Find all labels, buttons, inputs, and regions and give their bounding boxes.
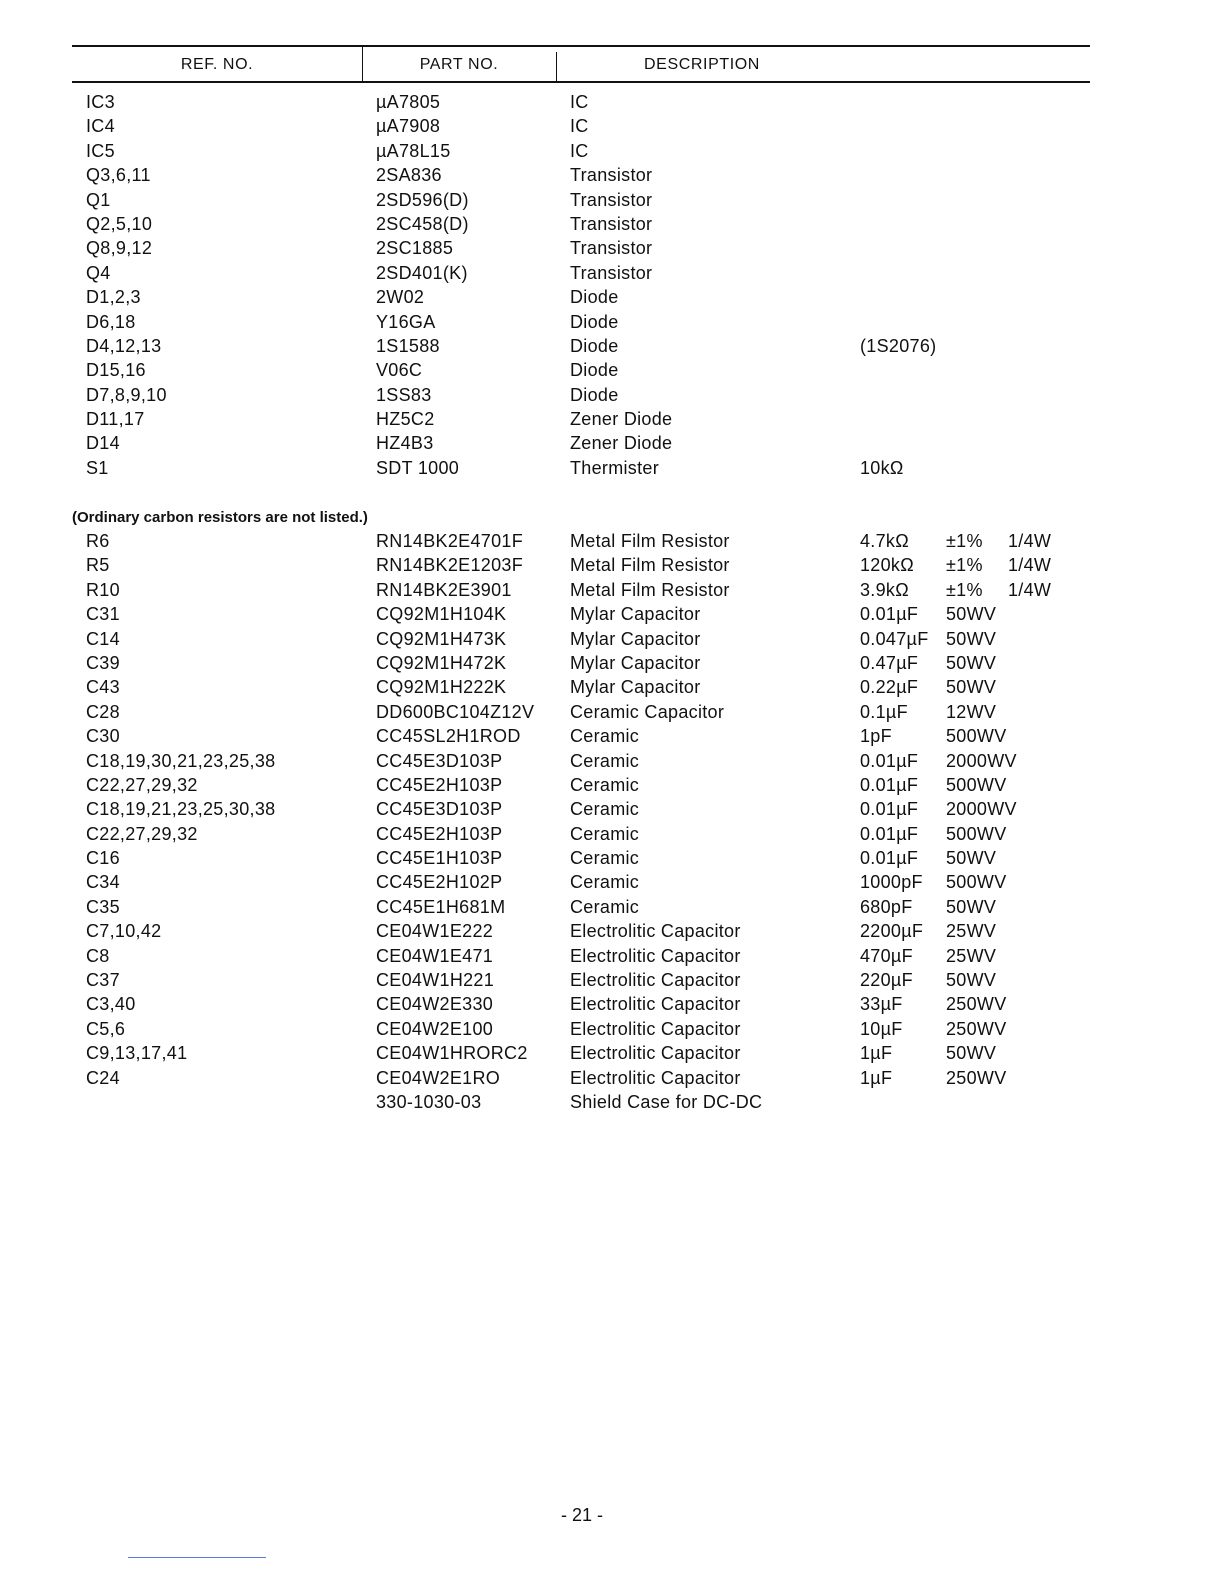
ref-no-cell: C28 [86,701,120,722]
value-cell: 0.47µF [860,652,919,673]
value-cell: 0.1µF [860,701,908,722]
part-no-cell: CQ92M1H473K [376,628,507,649]
part-no-cell: V06C [376,360,423,381]
part-no-cell: HZ4B3 [376,433,434,454]
part-no-cell: 1SS83 [376,384,432,405]
table-row [0,675,1224,699]
ref-no-cell: Q2,5,10 [86,213,153,234]
part-no-cell: CE04W2E100 [376,1018,494,1039]
description-cell: Electrolitic Capacitor [570,1018,741,1039]
part-no-cell: CC45E2H102P [376,872,503,893]
rating-cell: 25WV [946,921,997,942]
description-cell: Mylar Capacitor [570,652,701,673]
rating-cell: 250WV [946,1067,1007,1088]
part-no-cell: HZ5C2 [376,409,435,430]
table-row [0,358,1224,382]
value-cell: (1S2076) [860,335,937,356]
part-no-cell: CC45SL2H1ROD [376,726,521,747]
ref-no-cell: C3,40 [86,994,136,1015]
table-row [0,822,1224,846]
rating-cell: 50WV [946,652,997,673]
table-row [0,114,1224,138]
table-row [0,431,1224,455]
ref-no-cell: Q3,6,11 [86,165,151,186]
table-row [0,700,1224,724]
description-cell: Mylar Capacitor [570,628,701,649]
wattage-cell: 1/4W [1008,555,1052,576]
part-no-cell: 2SD596(D) [376,189,469,210]
part-no-cell: RN14BK2E3901 [376,579,512,600]
header-ref-no: REF. NO. [180,56,254,73]
ref-no-cell: C9,13,17,41 [86,1043,188,1064]
ref-no-cell: Q8,9,12 [86,238,153,259]
table-row [0,310,1224,334]
value-cell: 1µF [860,1067,893,1088]
ref-no-cell: D11,17 [86,409,145,430]
description-cell: Ceramic [570,896,640,917]
ref-no-cell: C18,19,30,21,23,25,38 [86,750,276,771]
part-no-cell: CE04W1H221 [376,970,495,991]
ref-no-cell: C24 [86,1067,120,1088]
value-cell: 3.9kΩ [860,579,909,600]
scan-artifact-line [128,1557,266,1558]
part-no-cell: CC45E3D103P [376,750,503,771]
rating-cell: 500WV [946,774,1007,795]
table-row [0,749,1224,773]
rating-cell: ±1% [946,579,983,600]
description-cell: Ceramic [570,799,640,820]
table-row [0,919,1224,943]
ref-no-cell: C35 [86,896,120,917]
value-cell: 1pF [860,726,892,747]
table-row [0,334,1224,358]
description-cell: Electrolitic Capacitor [570,921,741,942]
table-row [0,456,1224,480]
rating-cell: 2000WV [946,799,1017,820]
rating-cell: 12WV [946,701,997,722]
rating-cell: 50WV [946,970,997,991]
ref-no-cell: C39 [86,652,120,673]
passive-parts-list [0,529,1224,1114]
ref-no-cell: C5,6 [86,1018,126,1039]
description-cell: Electrolitic Capacitor [570,1043,741,1064]
part-no-cell: RN14BK2E1203F [376,555,523,576]
value-cell: 0.01µF [860,799,919,820]
ref-no-cell: S1 [86,457,109,478]
ref-no-cell: C22,27,29,32 [86,823,198,844]
ref-no-cell: D4,12,13 [86,335,162,356]
rating-cell: 2000WV [946,750,1017,771]
wattage-cell: 1/4W [1008,531,1052,551]
table-row [0,773,1224,797]
description-cell: Diode [570,384,619,405]
ref-no-cell: D7,8,9,10 [86,384,167,405]
part-no-cell: CC45E3D103P [376,799,503,820]
table-row [0,383,1224,407]
value-cell: 4.7kΩ [860,531,909,551]
part-no-cell: µA7805 [376,92,441,112]
table-row [0,651,1224,675]
rating-cell: 50WV [946,896,997,917]
description-cell: Electrolitic Capacitor [570,970,741,991]
description-cell: Ceramic [570,750,640,771]
ref-no-cell: C22,27,29,32 [86,774,198,795]
ref-no-cell: Q1 [86,189,111,210]
ref-no-cell: C37 [86,970,120,991]
description-cell: Ceramic [570,823,640,844]
table-row [0,188,1224,212]
value-cell: 680pF [860,896,913,917]
value-cell: 0.01µF [860,750,919,771]
description-cell: Diode [570,360,619,381]
ref-no-cell: C8 [86,945,110,966]
description-cell: Electrolitic Capacitor [570,994,741,1015]
part-no-cell: 330-1030-03 [376,1091,482,1112]
rating-cell: 500WV [946,726,1007,747]
table-row [0,895,1224,919]
description-cell: IC [570,92,589,112]
part-no-cell: CE04W1E222 [376,921,494,942]
part-no-cell: 2SC458(D) [376,213,469,234]
value-cell: 0.01µF [860,774,919,795]
value-cell: 2200µF [860,921,924,942]
part-no-cell: µA7908 [376,116,441,137]
ref-no-cell: C34 [86,872,120,893]
part-no-cell: CC45E2H103P [376,823,503,844]
description-cell: Ceramic Capacitor [570,701,725,722]
table-row [0,602,1224,626]
rating-cell: 50WV [946,1043,997,1064]
ref-no-cell: C43 [86,677,120,698]
value-cell: 10kΩ [860,457,904,478]
rating-cell: 250WV [946,1018,1007,1039]
table-row [0,797,1224,821]
table-row [0,212,1224,236]
ref-no-cell: D1,2,3 [86,287,141,308]
part-no-cell: 1S1588 [376,335,440,356]
value-cell: 0.01µF [860,823,919,844]
description-cell: Transistor [570,189,653,210]
part-no-cell: SDT 1000 [376,457,460,478]
table-row [0,236,1224,260]
table-row [0,1017,1224,1041]
header-part-no: PART NO. [419,56,499,73]
table-row [0,846,1224,870]
description-cell: Ceramic [570,872,640,893]
ref-no-cell: C18,19,21,23,25,30,38 [86,799,276,820]
part-no-cell: CE04W2E330 [376,994,494,1015]
header-bottom-rule [72,81,1090,83]
part-no-cell: Y16GA [376,311,436,332]
rating-cell: 50WV [946,677,997,698]
semiconductor-parts-list [0,90,1224,480]
table-row [0,90,1224,114]
ref-no-cell: C30 [86,726,120,747]
part-no-cell: µA78L15 [376,140,451,161]
value-cell: 0.22µF [860,677,919,698]
part-no-cell: DD600BC104Z12V [376,701,535,722]
table-row [0,553,1224,577]
table-row [0,870,1224,894]
description-cell: Transistor [570,238,653,259]
part-no-cell: CC45E1H103P [376,848,503,869]
ref-no-cell: D6,18 [86,311,136,332]
description-cell: IC [570,140,589,161]
description-cell: Ceramic [570,848,640,869]
description-cell: Transistor [570,165,653,186]
rating-cell: 50WV [946,604,997,625]
table-row [0,578,1224,602]
wattage-cell: 1/4W [1008,579,1052,600]
table-row [0,724,1224,748]
table-row [0,139,1224,163]
part-no-cell: CE04W1E471 [376,945,494,966]
ref-no-cell: D14 [86,433,120,454]
table-row [0,1066,1224,1090]
description-cell: Zener Diode [570,409,673,430]
description-cell: Diode [570,335,619,356]
part-no-cell: CE04W2E1RO [376,1067,501,1088]
description-cell: Diode [570,287,619,308]
part-no-cell: RN14BK2E4701F [376,531,523,551]
rating-cell: 50WV [946,848,997,869]
description-cell: Transistor [570,213,653,234]
ref-no-cell: IC5 [86,140,115,161]
rating-cell: 25WV [946,945,997,966]
part-no-cell: CC45E2H103P [376,774,503,795]
part-no-cell: 2SA836 [376,165,442,186]
ref-no-cell: C7,10,42 [86,921,162,942]
description-cell: Thermister [570,457,660,478]
value-cell: 0.01µF [860,848,919,869]
ref-no-cell: D15,16 [86,360,146,381]
table-row [0,992,1224,1016]
part-no-cell: 2W02 [376,287,425,308]
ref-no-cell: Q4 [86,262,111,283]
ref-no-cell: C16 [86,848,120,869]
value-cell: 220µF [860,970,913,991]
part-no-cell: CC45E1H681M [376,896,506,917]
description-cell: Transistor [570,262,653,283]
rating-cell: 500WV [946,872,1007,893]
ref-no-cell: C31 [86,604,120,625]
description-cell: Ceramic [570,774,640,795]
table-row [0,529,1224,553]
description-cell: Ceramic [570,726,640,747]
description-cell: Electrolitic Capacitor [570,1067,741,1088]
description-cell: Mylar Capacitor [570,604,701,625]
rating-cell: 500WV [946,823,1007,844]
value-cell: 1000pF [860,872,923,893]
value-cell: 0.01µF [860,604,919,625]
value-cell: 10µF [860,1018,903,1039]
part-no-cell: 2SD401(K) [376,262,468,283]
description-cell: Metal Film Resistor [570,555,730,576]
description-cell: Metal Film Resistor [570,579,730,600]
table-row [0,968,1224,992]
description-cell: Zener Diode [570,433,673,454]
rating-cell: 250WV [946,994,1007,1015]
ref-no-cell: R6 [86,531,110,551]
table-row [0,1041,1224,1065]
table-row [0,407,1224,431]
part-no-cell: 2SC1885 [376,238,454,259]
table-row [0,1090,1224,1114]
description-cell: Metal Film Resistor [570,531,730,551]
rating-cell: 50WV [946,628,997,649]
ref-no-cell: R10 [86,579,120,600]
header-description: DESCRIPTION [644,56,760,73]
rating-cell: ±1% [946,531,983,551]
description-cell: Shield Case for DC-DC [570,1091,763,1112]
ref-no-cell: C14 [86,628,120,649]
ref-no-cell: IC4 [86,116,115,137]
description-cell: Electrolitic Capacitor [570,945,741,966]
value-cell: 470µF [860,945,913,966]
table-row [0,163,1224,187]
table-row [0,285,1224,309]
part-no-cell: CE04W1HRORC2 [376,1043,528,1064]
table-row [0,944,1224,968]
part-no-cell: CQ92M1H104K [376,604,507,625]
value-cell: 0.047µF [860,628,929,649]
table-row [0,627,1224,651]
ref-no-cell: IC3 [86,92,115,112]
value-cell: 33µF [860,994,903,1015]
description-cell: Mylar Capacitor [570,677,701,698]
rating-cell: ±1% [946,555,983,576]
ref-no-cell: R5 [86,555,110,576]
table-row [0,261,1224,285]
page-number: - 21 - [560,1505,603,1525]
description-cell: IC [570,116,589,137]
carbon-resistor-note: (Ordinary carbon resistors are not listed.) [72,509,368,526]
part-no-cell: CQ92M1H472K [376,652,507,673]
description-cell: Diode [570,311,619,332]
part-no-cell: CQ92M1H222K [376,677,507,698]
value-cell: 1µF [860,1043,893,1064]
value-cell: 120kΩ [860,555,914,576]
